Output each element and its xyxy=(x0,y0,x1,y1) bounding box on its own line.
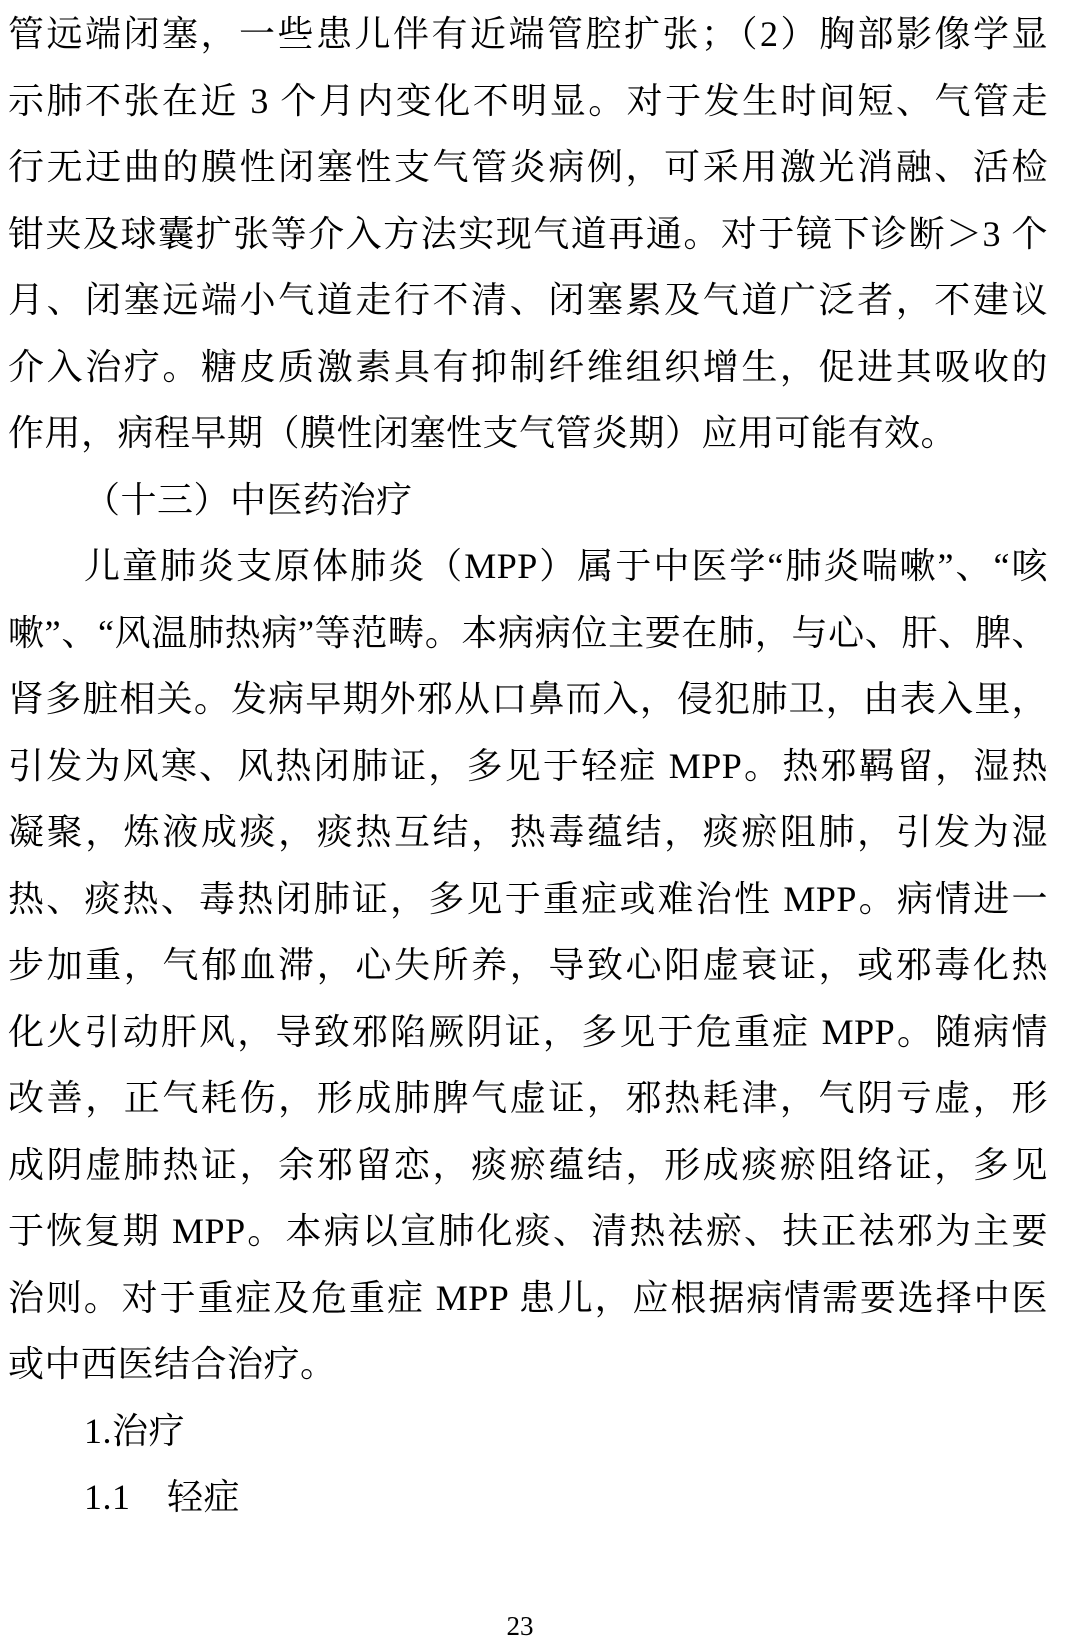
body-line: 儿童肺炎支原体肺炎（MPP）属于中医学“肺炎喘嗽”、“咳 xyxy=(84,546,1048,586)
body-line: 或中西医结合治疗。 xyxy=(8,1344,337,1384)
section-heading: （十三）中医药治疗 xyxy=(84,479,413,520)
text-block xyxy=(8,1,1048,1531)
body-line: 化火引动肝风，导致邪陷厥阴证，多见于危重症 MPP。随病情 xyxy=(8,1011,1048,1052)
list-item-mild-case: 1.1 轻症 xyxy=(84,1477,241,1517)
body-line: 改善，正气耗伤，形成肺脾气虚证，邪热耗津，气阴亏虚，形 xyxy=(8,1078,1048,1118)
body-line: 成阴虚肺热证，余邪留恋，痰瘀蕴结，形成痰瘀阻络证，多见 xyxy=(8,1144,1048,1185)
body-line: 步加重，气郁血滞，心失所养，导致心阳虚衰证，或邪毒化热 xyxy=(8,945,1048,985)
body-line: 行无迂曲的膜性闭塞性支气管炎病例，可采用激光消融、活检 xyxy=(8,147,1048,187)
body-line: 肾多脏相关。发病早期外邪从口鼻而入，侵犯肺卫，由表入里， xyxy=(8,679,1048,719)
list-item-treatment: 1.治疗 xyxy=(84,1410,186,1451)
body-line: 热、痰热、毒热闭肺证，多见于重症或难治性 MPP。病情进一 xyxy=(8,878,1048,919)
body-line: 引发为风寒、风热闭肺证，多见于轻症 MPP。热邪羁留，湿热 xyxy=(8,745,1048,786)
body-line: 示肺不张在近 3 个月内变化不明显。对于发生时间短、气管走 xyxy=(8,80,1048,121)
body-line: 凝聚，炼液成痰，痰热互结，热毒蕴结，痰瘀阻肺，引发为湿 xyxy=(8,812,1048,852)
body-line: 月、闭塞远端小气道走行不清、闭塞累及气道广泛者，不建议 xyxy=(8,280,1048,320)
body-line: 管远端闭塞，一些患儿伴有近端管腔扩张；（2）胸部影像学显 xyxy=(8,14,1048,54)
page-number: 23 xyxy=(506,1611,534,1641)
body-line: 作用，病程早期（膜性闭塞性支气管炎期）应用可能有效。 xyxy=(8,413,958,453)
body-line: 于恢复期 MPP。本病以宣肺化痰、清热祛瘀、扶正祛邪为主要 xyxy=(8,1211,1048,1251)
body-line: 钳夹及球囊扩张等介入方法实现气道再通。对于镜下诊断＞3 个 xyxy=(8,213,1048,254)
body-line: 治则。对于重症及危重症 MPP 患儿，应根据病情需要选择中医 xyxy=(8,1277,1048,1318)
body-line: 介入治疗。糖皮质激素具有抑制纤维组织增生，促进其吸收的 xyxy=(8,346,1048,387)
body-line: 嗽”、“风温肺热病”等范畴。本病病位主要在肺，与心、肝、脾、 xyxy=(8,612,1048,653)
